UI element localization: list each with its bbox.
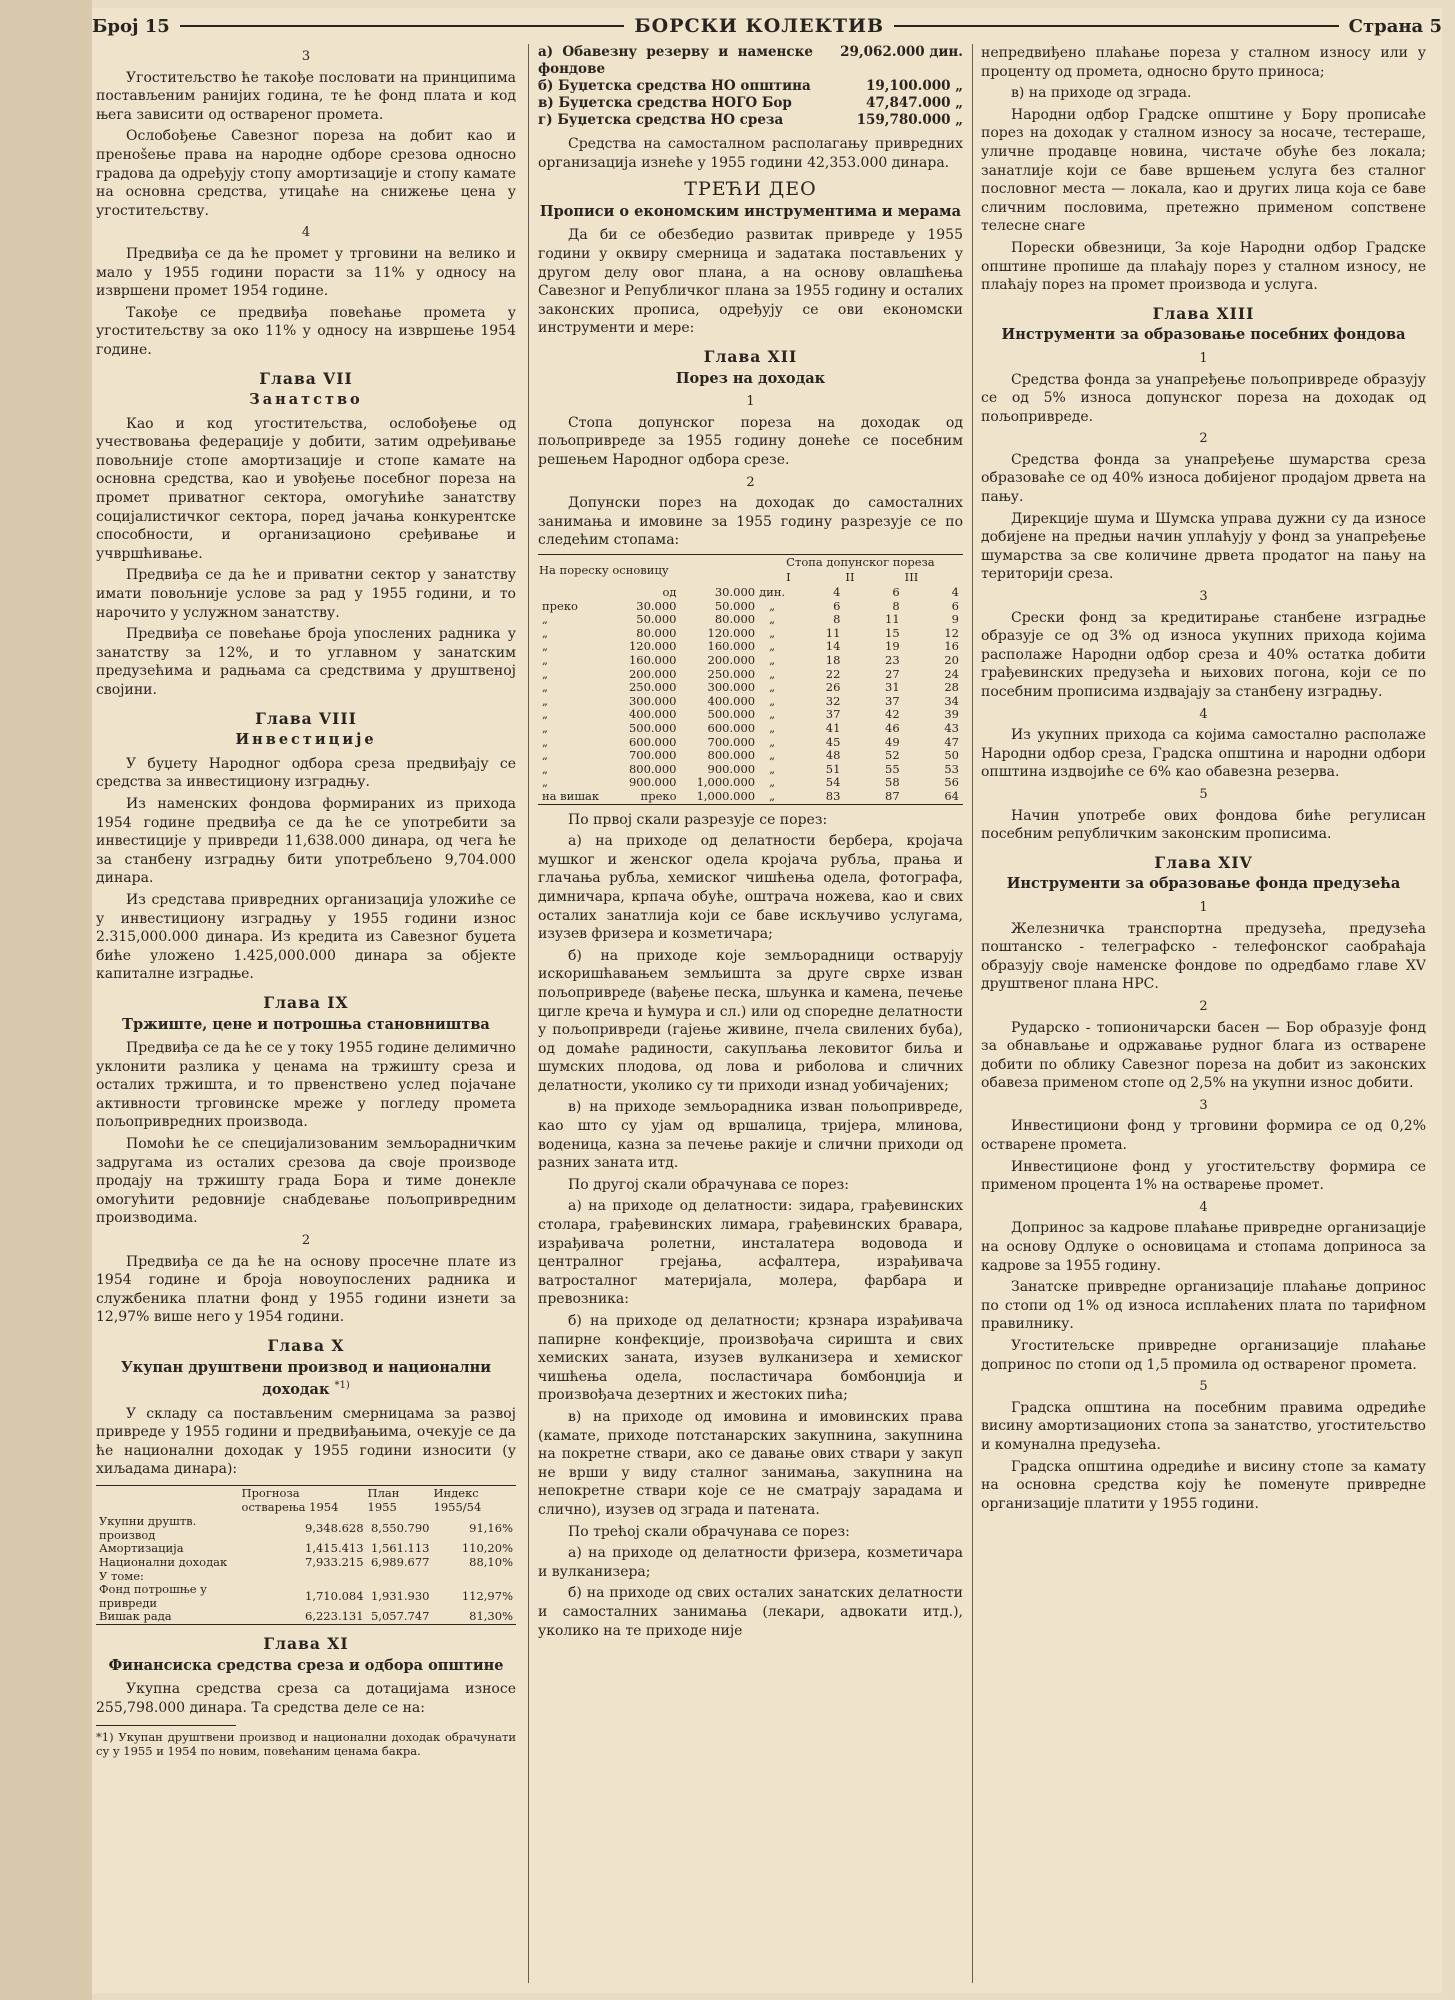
table-cell: 6	[951, 598, 959, 613]
table-cell: „	[769, 680, 776, 695]
table-cell: „	[769, 721, 776, 735]
paragraph: Градска општина одредиће и висину стопе за камату на основна средства коју ће поменуте привредне организације платити у 1955 години.	[981, 1458, 1426, 1512]
table-cell: 300.000	[628, 693, 677, 708]
table-cell: на вишак	[542, 788, 600, 803]
paragraph: б) на приходе од свих осталих занатских делатности и самосталних занимања (лекари, адвокати итд.), уколико на те приходе није	[538, 1585, 963, 1639]
table-cell: 52	[885, 748, 900, 763]
paragraph: Укупна средства среза са дотацијама износе 255,798.000 динара. Та средства деле се на:	[96, 1681, 516, 1716]
table-cell	[538, 586, 615, 600]
table-cell: дин.	[759, 585, 786, 600]
section-number: 4	[1199, 706, 1208, 722]
table-cell: „	[769, 612, 776, 627]
table-cell: „	[769, 788, 776, 803]
chapter-title: Инструменти за образовање фонда предузећа	[1006, 875, 1401, 893]
table-cell: 30.000	[714, 585, 756, 600]
paragraph: Угоститељство ће такође пословати на принципима постављеним ранијих година, те ће фонд плата и код њега зависити од оствареног промета.	[96, 69, 516, 123]
table-cell: 51	[825, 761, 841, 776]
section-number: 3	[1199, 589, 1208, 605]
table-cell: 37	[885, 693, 900, 708]
table-cell: 4	[951, 585, 959, 600]
table-cell: „	[769, 748, 776, 763]
table-cell: „	[542, 707, 548, 722]
section-number: 1	[1199, 899, 1208, 915]
table-cell: 120.000	[707, 625, 756, 640]
paragraph: Порески обвезници, За које Народни одбор Градске општине пропише да плаћају порез у сталном износу, не плаћају порез на промет производа и услуга.	[981, 239, 1426, 294]
table-cell: 20	[944, 653, 959, 668]
funds-list	[538, 44, 963, 129]
section-number: 3	[301, 49, 311, 64]
table-cell: 32	[825, 693, 841, 708]
table-cell: 8	[833, 612, 841, 627]
paragraph: Предвиђа се да ће промет у трговини на велико и мало у 1955 години порасти за 11% у односу на извршени промет 1954 године.	[96, 245, 516, 300]
table-cell: „	[542, 721, 548, 735]
paragraph: Начин употребе ових фондова биће регулисан посебним републичким законским прописима.	[981, 807, 1426, 843]
table-cell: 250.000	[628, 680, 677, 695]
chapter-heading: Глава XI	[263, 1633, 349, 1653]
chapter-heading: Глава IX	[263, 992, 349, 1012]
table-cell: 28	[944, 680, 959, 695]
table-cell: „	[769, 775, 776, 790]
table-row	[538, 627, 963, 641]
paragraph: Средства фонда за унапређење пољопривреде образују се од 5% износа допунског пореза на доходак од пољопривреде.	[981, 371, 1426, 425]
table-cell: од	[662, 585, 677, 600]
table-row	[538, 708, 963, 722]
table-cell: 11	[825, 625, 841, 640]
table-cell: 50.000	[714, 598, 756, 613]
table-cell: „	[542, 775, 548, 790]
table-cell: преко	[640, 788, 677, 803]
paragraph: Средства фонда за унапређење шумарства среза образоваће се од 40% износа добијеног продајом дрвета на пању.	[981, 451, 1426, 506]
paragraph: Средства на самосталном располагању привредних организација изнеће у 1955 години 42,353.000 динара.	[538, 136, 963, 171]
section-number: 4	[1199, 1199, 1208, 1215]
header-rule-right	[894, 25, 1339, 27]
table-row	[538, 600, 963, 614]
table-row	[538, 586, 963, 600]
paragraph: Предвиђа се да ће и приватни сектор у занатству имати повољније услове за рад у 1955 години, и то нарочито у услужном занатству.	[96, 567, 516, 621]
table-cell: 42	[885, 707, 900, 722]
table-cell: 22	[825, 666, 841, 681]
table-cell: 43	[944, 721, 959, 735]
table-cell: „	[769, 707, 776, 722]
chapter-title-text: Укупан друштвени производ и национални доходак	[121, 1358, 491, 1399]
footnote-marker: *1)	[334, 1380, 350, 1392]
table-cell: 800.000	[628, 761, 677, 776]
paragraph: Инвестиционе фонд у угоститељству формира се применом процента 1% на остварење промет.	[981, 1158, 1426, 1194]
table-cell: 26	[825, 680, 841, 695]
table-row	[538, 749, 963, 763]
list-item: в) Буџетска средства НОГО Бор 47,847.000 „	[538, 95, 963, 111]
table-cell: 500.000	[628, 721, 677, 735]
tax-rate-table	[538, 554, 963, 805]
section-number: 1	[746, 394, 755, 410]
paragraph: а) на приходе од делатности фризера, козметичара и вулканизера;	[538, 1545, 963, 1580]
paragraph: У складу са постављеним смерницама за развој привреде у 1955 години и предвиђањима, очекује се да ће национални доходак у 1955 години износити (у хиљадама динара):	[96, 1405, 516, 1478]
table-cell: 23	[885, 653, 900, 668]
part-title: Прописи о економским инструментима и мерама	[539, 202, 962, 220]
table-cell: 41	[825, 721, 841, 735]
table-row: Укупни друштв. производ 9,348.628 8,550.790 91,16%	[99, 1514, 513, 1542]
chapter-title: Порез на доходак	[675, 369, 826, 387]
table-cell: 56	[944, 775, 959, 790]
table-cell: 46	[885, 721, 900, 735]
table-row	[538, 776, 963, 790]
table-cell: „	[769, 625, 776, 640]
section-number: 3	[1199, 1097, 1208, 1113]
table-cell: преко	[542, 598, 578, 613]
paragraph: Предвиђа се да ће на основу просечне плате из 1954 године и броја новоупослених радника и службеника платни фонд у 1955 години изнети за 12,97% више него у 1954 години.	[96, 1253, 516, 1326]
table-cell: 58	[885, 775, 900, 790]
table-cell: 8	[892, 598, 900, 613]
footnote-rule	[96, 1725, 236, 1726]
page-number: Страна 5	[1348, 15, 1442, 37]
paragraph: Дирекције шума и Шумска управа дужни су да износе добијене на предњи начин уплаћују у фонд за унапређење шумарства за све количине дрвета продатог на пању на територији среза.	[981, 510, 1426, 583]
section-number: 4	[301, 225, 311, 241]
newspaper-page	[92, 8, 1442, 1993]
table-cell: 53	[944, 761, 959, 776]
table-cell: 900.000	[707, 761, 756, 776]
table-cell: 200.000	[628, 666, 677, 681]
table-cell: 160.000	[707, 639, 756, 654]
table-cell: 11	[885, 612, 900, 627]
paragraph: Градска општина на посебним правима одредиће висину амортизационих стопа за занатство, угоститељство и комунална предузећа.	[981, 1399, 1426, 1453]
part-heading: ТРЕЋИ ДЕО	[684, 178, 817, 201]
chapter-title	[96, 1359, 516, 1400]
table-cell: 83	[825, 788, 841, 803]
paragraph: По другој скали обрачунава се порез:	[568, 1176, 850, 1193]
table-row: У томе:	[99, 1568, 144, 1583]
table-cell: 34	[944, 693, 959, 708]
table-cell: 18	[825, 653, 841, 668]
column-header: Прогноза остварења 1954	[241, 1485, 339, 1514]
newspaper-title: БОРСКИ КОЛЕКТИВ	[634, 15, 885, 37]
table-row	[538, 640, 963, 654]
national-income-table	[96, 1485, 516, 1625]
paragraph: Такође се предвиђа повећање промета у угоститељству за око 11% у односу на извршење 1954 године.	[96, 304, 516, 358]
table-row	[538, 681, 963, 695]
table-cell: 12	[944, 625, 959, 640]
paragraph: Као и код угоститељства, ослобођење од учествовања федерације у добити, затим одређивање повољније стопе амортизације и стопе камате на основна средства, као и увођење посебног пореза на промет приватног сектора, омогућиће занатству социјалистичког сектора, поред јачања конкурентске способности, и организационо сређивање и учвршћивање.	[96, 415, 516, 562]
paragraph: непредвиђено плаћање пореза у сталном износу или у проценту од промета, односно бруто приноса;	[981, 45, 1426, 80]
paragraph: а) на приходе од делатности: зидара, грађевинских столара, грађевинских лимара, грађевинских бравара, израђивача ролетни, инсталатера водовода и централног грејања, асфалтера, израђивача ватросталног материјала, молера, фарбара и превозника:	[538, 1198, 963, 1308]
table-cell: 600.000	[707, 721, 756, 735]
table-row	[538, 790, 963, 804]
table-cell: 250.000	[707, 666, 756, 681]
table-cell: 4	[833, 585, 841, 600]
table-cell: 120.000	[628, 639, 677, 654]
table-cell: 27	[885, 666, 900, 681]
table-row	[538, 613, 963, 627]
paragraph: Стопа допунског пореза на доходак од пољопривреде за 1955 годину донеће се посебним решењем Народног одбора срезе.	[538, 414, 963, 468]
table-row	[538, 668, 963, 682]
paragraph: Помоћи ће се специјализованим земљорадничким задругама из осталих срезова да своје производе продају на тржишту града Бора и тиме донекле омогућити редовније снабдевање пољопривредним производима.	[96, 1136, 516, 1227]
section-number: 5	[1199, 1379, 1208, 1395]
paragraph: Допринос за кадрове плаћање привредне организације на основу Одлуке о основицама и стопама доприноса за кадрове за 1955 годину.	[981, 1220, 1426, 1274]
paragraph: По трећој скали обрачунава се порез:	[568, 1523, 850, 1540]
list-item: а) Обавезну резерву и наменске фондове 29,062.000 дин.	[538, 44, 963, 77]
paragraph: Рударско - топионичарски басен — Бор образује фонд за обнављање и одржавање рудног блага из остварене добити по облику Савезног пореза на добит из законских обавеза применом стопе од 2,5% на укупни износ добити.	[981, 1019, 1426, 1092]
table-cell: „	[542, 734, 548, 749]
list-item: г) Буџетска средства НО среза 159,780.000 „	[538, 112, 963, 128]
table-row: Национални доходак 7,933.215 6,989.677 88,10%	[99, 1554, 513, 1569]
paragraph: б) на приходе од делатности; крзнара израђивача папирне конфекције, произвођача сиришта и свих хемиских заната, изузев вулканизера и хемиског чишћења одела, посластичара бомбонџија и произвођача дезертних и жестоких пића;	[538, 1313, 963, 1404]
table-cell: 400.000	[707, 693, 756, 708]
table-cell: 160.000	[628, 653, 677, 668]
column-1	[96, 44, 516, 1985]
table-cell: „	[542, 680, 548, 695]
paragraph: Предвиђа се да ће се у току 1955 године делимично уклонити разлика у ценама на тржишту среза и осталих тржишта, и то првенствено услед појачане активности трговинске мреже у погледу промета пољопривредних производа.	[96, 1040, 516, 1131]
table-cell: 45	[825, 734, 841, 749]
table-cell: „	[542, 625, 548, 640]
table-row	[538, 736, 963, 750]
column-header: II	[845, 570, 855, 585]
paragraph: Предвиђа се повећање броја упослених радника у занатству за 12%, и то углавном у занатским предузећима и радњама са средствима у друштвеној својини.	[96, 626, 516, 698]
table-cell: „	[769, 666, 776, 681]
chapter-title: Инвестиције	[235, 731, 377, 749]
paragraph: в) на приходе земљорадника изван пољопривреде, као што су ујам од вршалица, тријера, млинова, воденица, казна за печење ракије и слични приходи од разних заната итд.	[538, 1099, 963, 1172]
footnote: *1) Укупан друштвени производ и национални доходак обрачунати су у 1955 и 1954 по новим, повећаним ценама бакра.	[96, 1730, 516, 1759]
chapter-heading: Глава VIII	[255, 708, 357, 728]
page-edge-shadow	[0, 0, 92, 2000]
column-header: I	[786, 570, 791, 585]
table-cell: 200.000	[707, 653, 756, 668]
table-cell: „	[769, 761, 776, 776]
table-cell: 55	[885, 761, 900, 776]
chapter-title: Инструменти за образовање посебних фондова	[1001, 326, 1406, 344]
paragraph: Занатске привредне организације плаћање допринос по стопи од 1% од износа исплаћених плата по тарифном правилнику.	[981, 1279, 1426, 1333]
table-cell: 800.000	[707, 748, 756, 763]
table-cell: „	[542, 666, 548, 681]
table-cell: „	[769, 639, 776, 654]
table-cell: 6	[833, 598, 841, 613]
chapter-heading: Глава XII	[703, 346, 798, 366]
table-cell: 37	[825, 707, 841, 722]
table-cell: 39	[944, 707, 959, 722]
table-cell: 64	[944, 788, 959, 803]
table-row	[538, 722, 963, 736]
table-cell: 600.000	[628, 734, 677, 749]
section-number: 2	[1199, 998, 1208, 1014]
paragraph: а) на приходе од делатности бербера, кројача мушког и женског одела кројача рубља, прања и глачања рубља, хемиског чишћења одела, фотографа, димничара, крпача обуће, оштрача ножева, као и свих осталих занатлија који се баве искључиво услугама, изузев фризера и козметичара;	[538, 833, 963, 943]
paragraph: Допунски порез на доходак до самосталних занимања и имовине за 1955 годину разрезује се по следећим стопама:	[538, 495, 963, 549]
table-row: Амортизација 1,415.413 1,561.113 110,20%	[99, 1541, 513, 1556]
section-number: 2	[746, 474, 755, 490]
paragraph: в) на приходе од имовина и имовинских права (камате, приходе потстанарских закупнина, закупнина на покретне ствари, ако се давање ових ствари у закуп не врши у виду сталног занимања, закупнина на непокретне ствари које се не сматрају зарадама и слично), изузев од зграда и патената.	[538, 1408, 963, 1518]
chapter-heading: Глава X	[267, 1336, 345, 1355]
header-rule-left	[180, 25, 625, 27]
column-divider	[972, 44, 973, 1983]
paragraph: Из наменских фондова формираних из прихода 1954 године предвиђа се да ће се употребити за инвестиције у привреди 11,638.000 динара, од чега ће за станбену изградњу бити употребљено 9,704.000 динара.	[96, 795, 516, 887]
column-header: III	[904, 570, 919, 585]
section-number: 1	[1199, 350, 1208, 366]
table-row: Вишак рада 6,223.131 5,057.747 81,30%	[99, 1609, 513, 1624]
paragraph: У буџету Народног одбора среза предвиђају се средства за инвестициону изградњу.	[96, 755, 516, 791]
chapter-heading: Глава XIII	[1152, 303, 1255, 323]
table-cell: 9	[951, 612, 959, 627]
section-number: 2	[1199, 431, 1208, 447]
table-cell: „	[769, 734, 776, 749]
table-cell: 80.000	[636, 625, 677, 640]
table-cell: „	[769, 598, 776, 613]
column-header: На пореску основицу	[539, 562, 669, 577]
table-cell: „	[769, 693, 776, 708]
chapter-title: Занатство	[249, 391, 363, 409]
column-header: Индекс 1955/54	[433, 1485, 482, 1514]
issue-number: Број 15	[92, 15, 170, 37]
list-item: б) Буџетска средства НО општина 19,100.000 „	[538, 78, 963, 94]
table-cell: „	[769, 653, 776, 668]
table-cell: 30.000	[636, 598, 677, 613]
table-cell: 15	[885, 625, 900, 640]
paragraph: Из средстава привредних организација уложиће се у инвестициону изградњу у 1955 години износ 2.315,000.000 динара. Из кредита из Савезног буџета биће уложено 1.425,000.000 динара за објекте капиталне изградње.	[96, 891, 516, 983]
column-header: Стопа допунског пореза	[786, 554, 935, 569]
table-row	[538, 763, 963, 777]
table-cell: 47	[944, 734, 959, 749]
tax-rate-rows	[538, 586, 963, 804]
table-cell: 87	[885, 788, 900, 803]
table-cell: „	[542, 693, 548, 708]
section-number: 5	[1199, 786, 1208, 802]
chapter-heading: Глава VII	[259, 368, 353, 388]
table-cell: 500.000	[707, 707, 756, 722]
table-cell: 900.000	[628, 775, 677, 790]
chapter-title: Тржиште, цене и потрошња становништва	[122, 1015, 490, 1033]
paragraph: Да би се обезбедио развитак привреде у 1955 години у оквиру смерница и задатака постављених у другом делу овог плана, а на основу овлашћења Савезног и Републичког плана за 1955 годину и осталих законских прописа, одређују се ови економски инструменти и мере:	[538, 227, 963, 337]
table-cell: 1,000.000	[696, 775, 756, 790]
paragraph: в) на приходе од зграда.	[1011, 85, 1192, 102]
section-number: 2	[301, 1233, 311, 1249]
table-row	[538, 695, 963, 709]
paragraph: Железничка транспортна предузећа, предузећа поштанско - телеграфско - телефонског саобраћаја образују своје наменске фондове по одредбамо главе XV друштвеног плана НРС.	[981, 920, 1426, 993]
chapter-title: Финансиска средства среза и одбора општине	[108, 1656, 504, 1674]
paragraph: Ослобођење Савезног пореза на добит као и пренošење права на народне одборе срезова односно градова да одређују стопу амортизације и стопу камате на основна средства, утицаће на снижење цена у угоститељству.	[96, 128, 516, 219]
table-cell: 700.000	[707, 734, 756, 749]
table-cell: 16	[944, 639, 959, 654]
table-cell: 19	[885, 639, 900, 654]
table-cell: 50.000	[636, 612, 677, 627]
table-cell: 48	[825, 748, 841, 763]
table-cell: 50	[944, 748, 959, 763]
paragraph: Инвестициони фонд у трговини формира се од 0,2% остварене промета.	[981, 1118, 1426, 1154]
table-cell: „	[542, 653, 548, 668]
table-cell: 31	[885, 680, 900, 695]
page-header	[92, 12, 1442, 40]
table-cell: 80.000	[714, 612, 756, 627]
table-cell: 300.000	[707, 680, 756, 695]
paragraph: Народни одбор Градске општине у Бору прописаће порез на доходак у сталном износу за носаче, тестераше, уличне продавце новина, чистаче обуће без локала; занатлије који се баве вршењем услуга без сталног пословног места — локала, као и других лица која се баве сличним пословима, претежно применом сопствене телесне снаге	[981, 106, 1426, 235]
table-cell: 400.000	[628, 707, 677, 722]
table-cell: „	[542, 612, 548, 627]
table-cell: 6	[892, 585, 900, 600]
table-cell: 1,000.000	[696, 788, 756, 803]
paragraph: По првој скали разрезује се порез:	[568, 811, 828, 828]
table-row: Фонд потрошње у привреди 1,710.084 1,931.930 112,97%	[99, 1582, 513, 1610]
column-3	[981, 44, 1426, 1985]
paragraph: Угоститељске привредне организације плаћање допринос по стопи од 1,5 промила од оствареног промета.	[981, 1338, 1426, 1373]
chapter-heading: Глава XIV	[1154, 852, 1253, 872]
paragraph: Из укупних прихода са којима самостално располаже Народни одбор среза, Градска општина и народни одбори општина издвојиће се 6% као обавезна резерва.	[981, 727, 1426, 781]
table-cell: 14	[825, 639, 841, 654]
table-cell: 700.000	[628, 748, 677, 763]
table-cell: „	[542, 761, 548, 776]
table-cell: 54	[825, 775, 841, 790]
table-cell: 24	[944, 666, 959, 681]
table-cell: 49	[885, 734, 900, 749]
column-2	[538, 44, 963, 1985]
paragraph: б) на приходе које земљорадници остварују искоришћавањем земљишта за друге сврхе изван пољопривреде (вађење песка, шљунка и камена, печење цигле креча и ћумура и сл.) или од споредне делатности у пољопривреди (гајење живине, пчела свилених буба), од домаће радиности, сакупљања лековитог биља и шумских плодова, од лова и риболова и сличних делатности, уколико су ти приходи изнад уобичајених;	[538, 947, 963, 1094]
table-row	[538, 654, 963, 668]
paragraph: Срески фонд за кредитирање станбене изградње образује се од 3% од износа укупних прихода којима располаже Народни одбор среза и 40% остатка добити грађевинских предузећа и њихових погона, који се по посебним прописима издвајају за станбену изградњу.	[981, 609, 1426, 700]
column-header: План 1955	[367, 1485, 400, 1514]
column-divider	[528, 44, 529, 1983]
table-cell: „	[542, 748, 548, 763]
table-cell: „	[542, 639, 548, 654]
